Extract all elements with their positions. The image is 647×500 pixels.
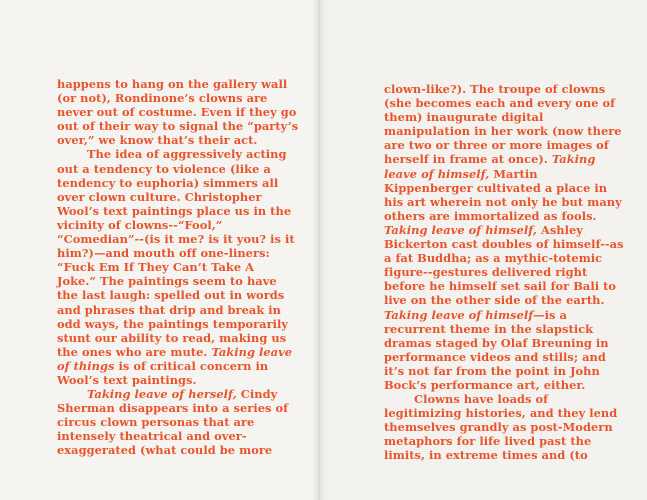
text-fragment: exaggerated (what could be more <box>57 443 273 458</box>
text-line <box>384 110 624 124</box>
text-line <box>384 293 624 307</box>
text-line <box>384 279 624 293</box>
text-line <box>57 387 298 401</box>
text-line <box>384 265 624 279</box>
text-fragment: recurrent theme in the slapstick <box>384 321 594 336</box>
text-line <box>57 204 298 218</box>
text-line <box>384 237 624 251</box>
text-line <box>57 105 298 119</box>
text-fragment: over,” we know that’s their act. <box>57 133 258 148</box>
italic-phrase: Taking leave of himself <box>384 307 534 322</box>
text-fragment: his art wherein not only he but many <box>384 194 622 209</box>
text-line <box>57 260 298 274</box>
text-fragment: limits, in extreme times and (to <box>384 448 588 463</box>
text-line <box>57 288 298 302</box>
text-line <box>57 176 298 190</box>
left-page-text <box>57 77 298 458</box>
text-fragment: and phrases that drip and break in <box>57 302 281 317</box>
text-fragment: The idea of aggressively acting <box>87 147 287 162</box>
text-fragment: is of critical concern in <box>114 358 269 373</box>
text-line <box>384 378 624 392</box>
text-line <box>57 359 298 373</box>
text-line <box>384 181 624 195</box>
text-fragment: herself in frame at once). <box>384 152 552 167</box>
text-line <box>57 373 298 387</box>
text-line <box>57 345 298 359</box>
text-line <box>57 232 298 246</box>
text-fragment: Sherman disappears into a series of <box>57 401 289 416</box>
text-fragment: odd ways, the paintings temporarily <box>57 316 289 331</box>
book-gutter <box>312 0 326 500</box>
text-line <box>57 218 298 232</box>
text-fragment: legitimizing histories, and they lend <box>384 406 618 421</box>
italic-phrase: Taking <box>551 152 596 167</box>
right-page-text <box>384 82 624 463</box>
text-fragment: tendency to euphoria) simmers all <box>57 175 279 190</box>
text-fragment: Ashley <box>536 222 583 237</box>
text-line <box>384 96 624 110</box>
text-fragment: “Fuck Em If They Can’t Take A <box>57 260 255 275</box>
text-fragment: manipulation in her work (now there <box>384 124 622 139</box>
text-fragment: the ones who are mute. <box>57 344 212 359</box>
text-fragment: live on the other side of the earth. <box>384 293 605 308</box>
text-line <box>384 167 624 181</box>
text-line <box>384 350 624 364</box>
text-fragment: themselves grandly as post-Modern <box>384 420 613 435</box>
text-fragment: over clown culture. Christopher <box>57 189 262 204</box>
text-fragment: Wool’s text paintings. <box>57 372 197 387</box>
text-fragment: him?)—and mouth off one-liners: <box>57 246 270 261</box>
text-line <box>57 331 298 345</box>
text-fragment: —is a <box>533 307 567 322</box>
text-fragment: Kippenberger cultivated a place in <box>384 180 608 195</box>
text-fragment: circus clown personas that are <box>57 415 255 430</box>
text-fragment: vicinity of clowns--“Fool,” <box>57 217 223 232</box>
text-line <box>384 195 624 209</box>
text-line <box>57 77 298 91</box>
text-fragment: others are immortalized as fools. <box>384 208 597 223</box>
text-fragment: dramas staged by Olaf Breuning in <box>384 335 609 350</box>
italic-phrase: of things <box>57 358 115 373</box>
text-fragment: Martin <box>489 166 538 181</box>
text-fragment: the last laugh: spelled out in words <box>57 288 285 303</box>
text-fragment: it’s not far from the point in John <box>384 363 600 378</box>
text-fragment: out of their way to signal the “party’s <box>57 119 299 134</box>
text-line <box>384 364 624 378</box>
text-line <box>57 443 298 457</box>
text-line <box>57 119 298 133</box>
italic-phrase: Taking leave of herself, <box>87 387 237 402</box>
text-fragment: them) inaugurate digital <box>384 110 544 125</box>
text-fragment: Clowns have loads of <box>414 392 549 407</box>
text-line <box>57 133 298 147</box>
text-line <box>384 336 624 350</box>
text-fragment: Cindy <box>236 387 278 402</box>
text-line <box>384 138 624 152</box>
text-fragment: a fat Buddha; as a mythic-totemic <box>384 251 603 266</box>
italic-phrase: Taking leave of himself, <box>384 222 537 237</box>
text-fragment: (or not), Rondinone’s clowns are <box>57 91 268 106</box>
text-line <box>57 91 298 105</box>
text-fragment: stunt our ability to read, making us <box>57 330 287 345</box>
text-line <box>57 415 298 429</box>
text-line <box>57 190 298 204</box>
text-line <box>384 308 624 322</box>
text-line <box>384 322 624 336</box>
text-line <box>384 392 624 406</box>
italic-phrase: Taking leave <box>211 344 293 359</box>
text-fragment: Bock’s performance art, either. <box>384 377 586 392</box>
text-fragment: intensely theatrical and over- <box>57 429 247 444</box>
text-line <box>57 147 298 161</box>
text-line <box>384 434 624 448</box>
text-line <box>384 448 624 462</box>
text-line <box>384 209 624 223</box>
text-line <box>57 162 298 176</box>
text-fragment: “Comedian”--(is it me? is it you? is it <box>57 232 295 247</box>
text-line <box>384 223 624 237</box>
text-line <box>57 303 298 317</box>
text-line <box>57 317 298 331</box>
text-fragment: Joke.” The paintings seem to have <box>57 274 277 289</box>
text-line <box>384 152 624 166</box>
text-fragment: metaphors for life lived past the <box>384 434 592 449</box>
text-fragment: out a tendency to violence (like a <box>57 161 271 176</box>
text-fragment: Bickerton cast doubles of himself--as <box>384 237 624 252</box>
text-fragment: (she becomes each and every one of <box>384 96 616 111</box>
text-line <box>57 401 298 415</box>
text-line <box>384 82 624 96</box>
text-fragment: before he himself set sail for Bali to <box>384 279 617 294</box>
text-fragment: never out of costume. Even if they go <box>57 105 297 120</box>
text-line <box>384 124 624 138</box>
text-fragment: figure--gestures delivered right <box>384 265 588 280</box>
italic-phrase: leave of himself, <box>384 166 490 181</box>
text-line <box>57 246 298 260</box>
text-line <box>384 251 624 265</box>
text-fragment: clown-like?). The troupe of clowns <box>384 82 606 96</box>
text-fragment: performance videos and stills; and <box>384 349 606 364</box>
text-fragment: are two or three or more images of <box>384 138 609 153</box>
text-line <box>384 420 624 434</box>
text-line <box>57 429 298 443</box>
text-fragment: happens to hang on the gallery wall <box>57 77 288 91</box>
text-line <box>57 274 298 288</box>
text-fragment: Wool’s text paintings place us in the <box>57 203 292 218</box>
text-line <box>384 406 624 420</box>
